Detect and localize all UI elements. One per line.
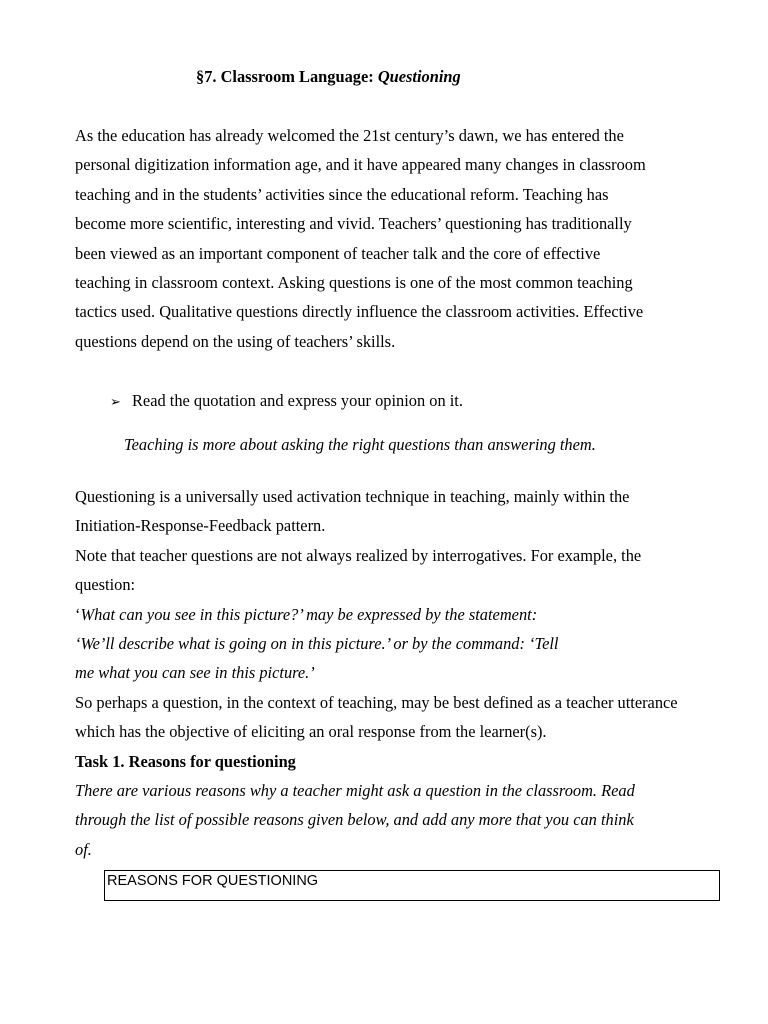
body-text (75, 482, 765, 864)
section-title-emphasis: Questioning (377, 67, 461, 86)
intro-line: teaching and in the students’ activities since the educational reform. Teaching has (75, 184, 609, 204)
task-instruction-line: of. (75, 839, 92, 859)
bullet-text: Read the quotation and express your opinion on it. (132, 391, 463, 410)
body-line (75, 600, 765, 629)
body-line: Note that teacher questions are not always realized by interrogatives. For example, the (75, 545, 642, 565)
example-question: What can you see in this picture?’ may be expressed by the statement: (80, 604, 538, 624)
body-line: Initiation-Response-Feedback pattern. (75, 516, 326, 536)
bullet-item (110, 388, 463, 416)
body-line: So perhaps a question, in the context of teaching, may be best defined as a teacher utterance (75, 692, 678, 712)
body-line: question: (75, 575, 136, 595)
intro-line: personal digitization information age, and it have appeared many changes in classroom (75, 155, 646, 175)
section-title-prefix: §7. Classroom Language: (196, 67, 378, 86)
example-command: me what you can see in this picture.’ (75, 663, 315, 683)
example-statement: ‘We’ll describe what is going on in this picture.’ or by the command: ‘Tell (75, 634, 559, 654)
reasons-table-header: REASONS FOR QUESTIONING (104, 870, 720, 901)
quotation: Teaching is more about asking the right questions than answering them. (124, 435, 596, 454)
task-instruction-line: There are various reasons why a teacher might ask a question in the classroom. Read (75, 781, 635, 801)
body-line: Questioning is a universally used activation technique in teaching, mainly within the (75, 487, 630, 506)
intro-line: questions depend on the using of teachers’ skills. (75, 331, 396, 351)
task-title: Task 1. Reasons for questioning (75, 751, 296, 771)
intro-line: tactics used. Qualitative questions directly influence the classroom activities. Effective (75, 302, 644, 322)
arrow-bullet-icon: ➢ (110, 395, 121, 410)
intro-line: become more scientific, interesting and vivid. Teachers’ questioning has traditionally (75, 214, 632, 234)
intro-line: been viewed as an important component of teacher talk and the core of effective (75, 243, 601, 263)
intro-paragraph (75, 121, 713, 356)
intro-line: teaching in classroom context. Asking questions is one of the most common teaching (75, 273, 633, 293)
quote-open-mark: ‘ (75, 604, 81, 624)
task-instruction-line: through the list of possible reasons given below, and add any more that you can think (75, 810, 634, 830)
intro-line: As the education has already welcomed the 21st century’s dawn, we has entered the (75, 126, 624, 145)
section-title (196, 67, 461, 87)
body-line: which has the objective of eliciting an oral response from the learner(s). (75, 722, 547, 742)
